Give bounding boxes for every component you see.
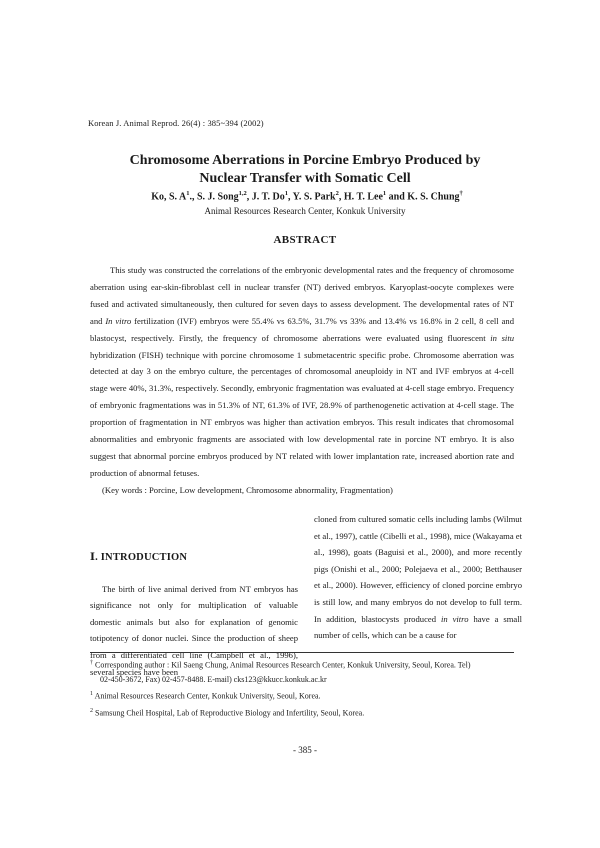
paper-title-line-1: Chromosome Aberrations in Porcine Embryo Produced by bbox=[129, 153, 481, 168]
footnote-affiliation-1 bbox=[90, 687, 520, 704]
author-affiliation-mark: 1 bbox=[382, 190, 387, 197]
footnotes bbox=[90, 656, 520, 721]
footnote-mark: 1 bbox=[90, 691, 93, 698]
abstract-italic-term: In vitro bbox=[105, 315, 132, 326]
footnote-divider bbox=[90, 652, 514, 653]
footnote-affiliation-2 bbox=[90, 704, 520, 721]
author-name: , J. T. Do bbox=[246, 191, 285, 203]
author-affiliation: Animal Resources Research Center, Konkuk University bbox=[204, 206, 406, 216]
introduction-italic-term: in vitro bbox=[440, 613, 469, 624]
introduction-text: have a small number of cells, which can be a cause for bbox=[314, 613, 522, 641]
author-name: , Y. S. Park bbox=[287, 191, 336, 203]
abstract-keywords: (Key words : Porcine, Low development, Chromosome abnormality, Fragmentation) bbox=[102, 484, 393, 495]
journal-reference: Korean J. Animal Reprod. 26(4) : 385~394 (2002) bbox=[88, 118, 264, 128]
abstract-paragraph bbox=[90, 262, 514, 482]
footnote-text: Animal Resources Research Center, Konkuk University, Seoul, Korea. bbox=[94, 691, 321, 701]
abstract-heading: ABSTRACT bbox=[273, 234, 337, 246]
author-affiliation-mark: 2 bbox=[335, 190, 339, 197]
page-number: - 385 - bbox=[293, 745, 317, 755]
author-affiliation-mark: † bbox=[459, 190, 463, 197]
author-list bbox=[70, 190, 544, 202]
author-affiliation-mark: 1 bbox=[186, 190, 190, 197]
abstract-text: This study was constructed the correlations of the embryonic developmental rates and the frequency of chromosome aberration using ear-skin-fibroblast cell in nuclear transfer (NT) derived embryos. Karyoplast-oocyte complexes were fused and activated simultaneously, then cultured for seven days to assess development. The developmental rates of NT and bbox=[90, 265, 514, 326]
paper-title-line-2: Nuclear Transfer with Somatic Cell bbox=[199, 171, 411, 186]
author-name: and K. S. Chung bbox=[386, 191, 460, 203]
abstract-text: fertilization (IVF) embryos were 55.4% vs 63.5%, 31.7% vs 33% and 13.4% vs 16.8% in 2 cell, 8 cell and blastocyst, respectively. Firstly, the frequency of chromosome aberrations were evaluated using fluorescent bbox=[90, 315, 514, 343]
introduction-paragraph: The birth of live animal derived from NT embryos has significance not only for multiplication of valuable domestic animals but also for explanation of genomic totipotency of donor nuclei. Since the production of sheep from a differentiated cell line (Campbell et al., 1996), several species have been bbox=[90, 583, 298, 677]
author-name: ., S. J. Song bbox=[189, 191, 239, 203]
introduction-text: cloned from cultured somatic cells including lambs (Wilmut et al., 1997), cattle (Cibelli et al., 1998), mice (Wakayama et al., 1998), goats (Baguisi et al., 2000), and more recently pigs (Onishi et al., 2000; Polejaeva et al., 2000; Betthauser et al., 2000). However, efficiency of cloned porcine embryo is still low, and many embryos do not develop to full term. In addition, blastocysts produced bbox=[314, 514, 522, 624]
abstract-italic-term: in situ bbox=[490, 332, 514, 343]
footnote-text: Samsung Cheil Hospital, Lab of Reproductive Biology and Infertility, Seoul, Korea. bbox=[95, 708, 365, 718]
abstract-text: hybridization (FISH) technique with porcine chromosome 1 submetacentric specific probe. Chromosome aberration was detected at day 3 on the embryo culture, the percentages of chromosomal aneuploidy in NT and IVF embryos at 4-cell stage were 40%, 31.3%, respectively. Secondly, embryonic fragmentation was evaluated at 4-cell stage embryo. Frequency of embryonic fragmentations was in 51.3% of NT, 61.3% of IVF, 28.9% of parthenogenetic activation at 4-cell stage. The proportion of fragmentation in NT embryos was higher than activation embryos. This result indicates that chromosomal abnormalities and embryonic fragments are associated with low developmental rate in porcine NT embryo. It is also suggest that abnormal porcine embryos produced by NT related with lower implantation rate, increased abortion rate and production of abnormal fetuses. bbox=[90, 349, 514, 478]
author-name: , H. T. Lee bbox=[338, 191, 383, 203]
footnote-contact: 02-450-3672, Fax) 02-457-8488. E-mail) cks123@kkucc.konkuk.ac.kr bbox=[100, 674, 327, 684]
author-affiliation-mark: 1,2 bbox=[238, 190, 247, 197]
footnote-mark: † bbox=[90, 660, 93, 666]
author-name: Ko, S. A bbox=[151, 191, 187, 203]
footnote-corresponding-author bbox=[90, 656, 520, 673]
intro-right-column bbox=[314, 511, 522, 644]
introduction-paragraph-continued bbox=[314, 511, 522, 644]
footnote-mark: 2 bbox=[90, 708, 93, 715]
footnote-text: Corresponding author : Kil Saeng Chung, Animal Resources Research Center, Konkuk University, Seoul, Korea. Tel) bbox=[95, 660, 471, 670]
author-affiliation-mark: 1 bbox=[284, 190, 288, 197]
abstract-body bbox=[90, 262, 514, 499]
introduction-heading: Ⅰ. INTRODUCTION bbox=[90, 552, 188, 563]
